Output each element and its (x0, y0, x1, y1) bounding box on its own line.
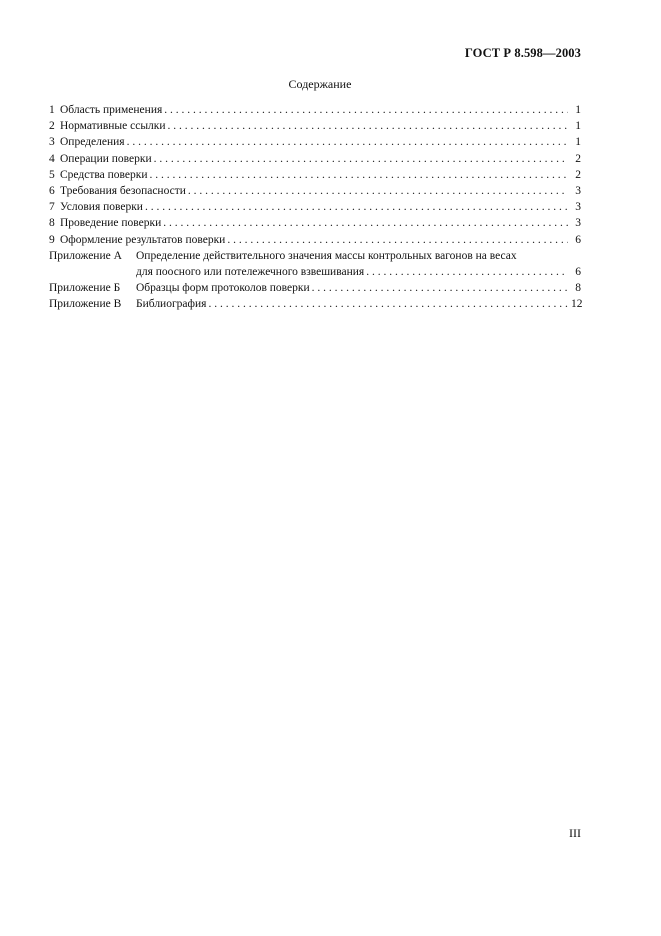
table-of-contents (49, 102, 581, 313)
toc-entry-title: Условия поверки (60, 201, 143, 214)
toc-entry-title: Требования безопасности (60, 185, 186, 198)
toc-entry-number: 2 (49, 120, 55, 133)
toc-appendix-a[interactable] (49, 248, 581, 280)
toc-entry-title: Проведение поверки (60, 217, 162, 230)
dot-leader (149, 167, 568, 183)
toc-entry-page: 6 (575, 233, 581, 246)
toc-entry-page: 2 (575, 168, 581, 181)
toc-entry-1[interactable] (49, 102, 581, 118)
dot-leader (312, 280, 568, 296)
toc-entry-page: 6 (575, 266, 581, 279)
toc-entry-page: 1 (575, 104, 581, 116)
toc-entry-title: Нормативные ссылки (60, 120, 166, 133)
dot-leader (168, 118, 568, 134)
dot-leader (227, 232, 568, 248)
toc-entry-page: 8 (575, 282, 581, 295)
toc-appendix-title: Образцы форм протоколов поверки (136, 282, 310, 295)
dot-leader (188, 183, 568, 199)
dot-leader (154, 151, 568, 167)
toc-entry-3[interactable] (49, 134, 581, 150)
toc-entry-number: 7 (49, 201, 55, 214)
toc-appendix-title: Библиография (136, 298, 207, 311)
dot-leader (163, 215, 568, 231)
toc-entry-2[interactable] (49, 118, 581, 134)
toc-entry-number: 8 (49, 217, 55, 230)
toc-entry-title: Средства поверки (60, 168, 148, 181)
toc-entry-8[interactable] (49, 215, 581, 231)
toc-entry-number: 9 (49, 233, 55, 246)
toc-entry-page: 2 (575, 152, 581, 165)
toc-appendix-v[interactable] (49, 296, 581, 312)
toc-appendix-label: Приложение А (49, 249, 122, 262)
dot-leader (127, 134, 568, 150)
toc-entry-5[interactable] (49, 167, 581, 183)
toc-entry-title: Область применения (60, 104, 163, 116)
toc-entry-9[interactable] (49, 232, 581, 248)
toc-entry-page: 3 (575, 201, 581, 214)
dot-leader (366, 264, 568, 280)
toc-entry-number: 1 (49, 104, 55, 116)
toc-appendix-label: Приложение В (49, 298, 122, 311)
toc-entry-number: 3 (49, 136, 55, 149)
toc-entry-page: 1 (575, 120, 581, 133)
document-code: ГОСТ Р 8.598—2003 (464, 46, 581, 60)
toc-entry-page: 1 (575, 136, 581, 149)
toc-entry-title: Операции поверки (60, 152, 152, 165)
toc-appendix-title-line2: для поосного или потележечного взвешивания (136, 266, 365, 279)
toc-entry-page: 3 (575, 185, 581, 198)
toc-entry-page: 3 (575, 217, 581, 230)
toc-entry-number: 5 (49, 168, 55, 181)
toc-entry-6[interactable] (49, 183, 581, 199)
toc-entry-7[interactable] (49, 199, 581, 215)
toc-entry-number: 4 (49, 152, 55, 165)
toc-appendix-label: Приложение Б (49, 282, 121, 295)
page-number: III (569, 826, 581, 840)
toc-entry-title: Оформление результатов поверки (60, 233, 226, 246)
toc-appendix-title-line1: Определение действительного значения массы контрольных вагонов на весах (136, 249, 517, 262)
toc-entry-number: 6 (49, 185, 55, 198)
toc-entry-page: 12 (571, 298, 583, 311)
toc-entry-4[interactable] (49, 151, 581, 167)
dot-leader (145, 199, 568, 215)
toc-appendix-b[interactable] (49, 280, 581, 296)
toc-entry-title: Определения (60, 136, 125, 149)
dot-leader (208, 296, 568, 312)
toc-title: Содержание (288, 77, 352, 91)
dot-leader (164, 102, 568, 118)
